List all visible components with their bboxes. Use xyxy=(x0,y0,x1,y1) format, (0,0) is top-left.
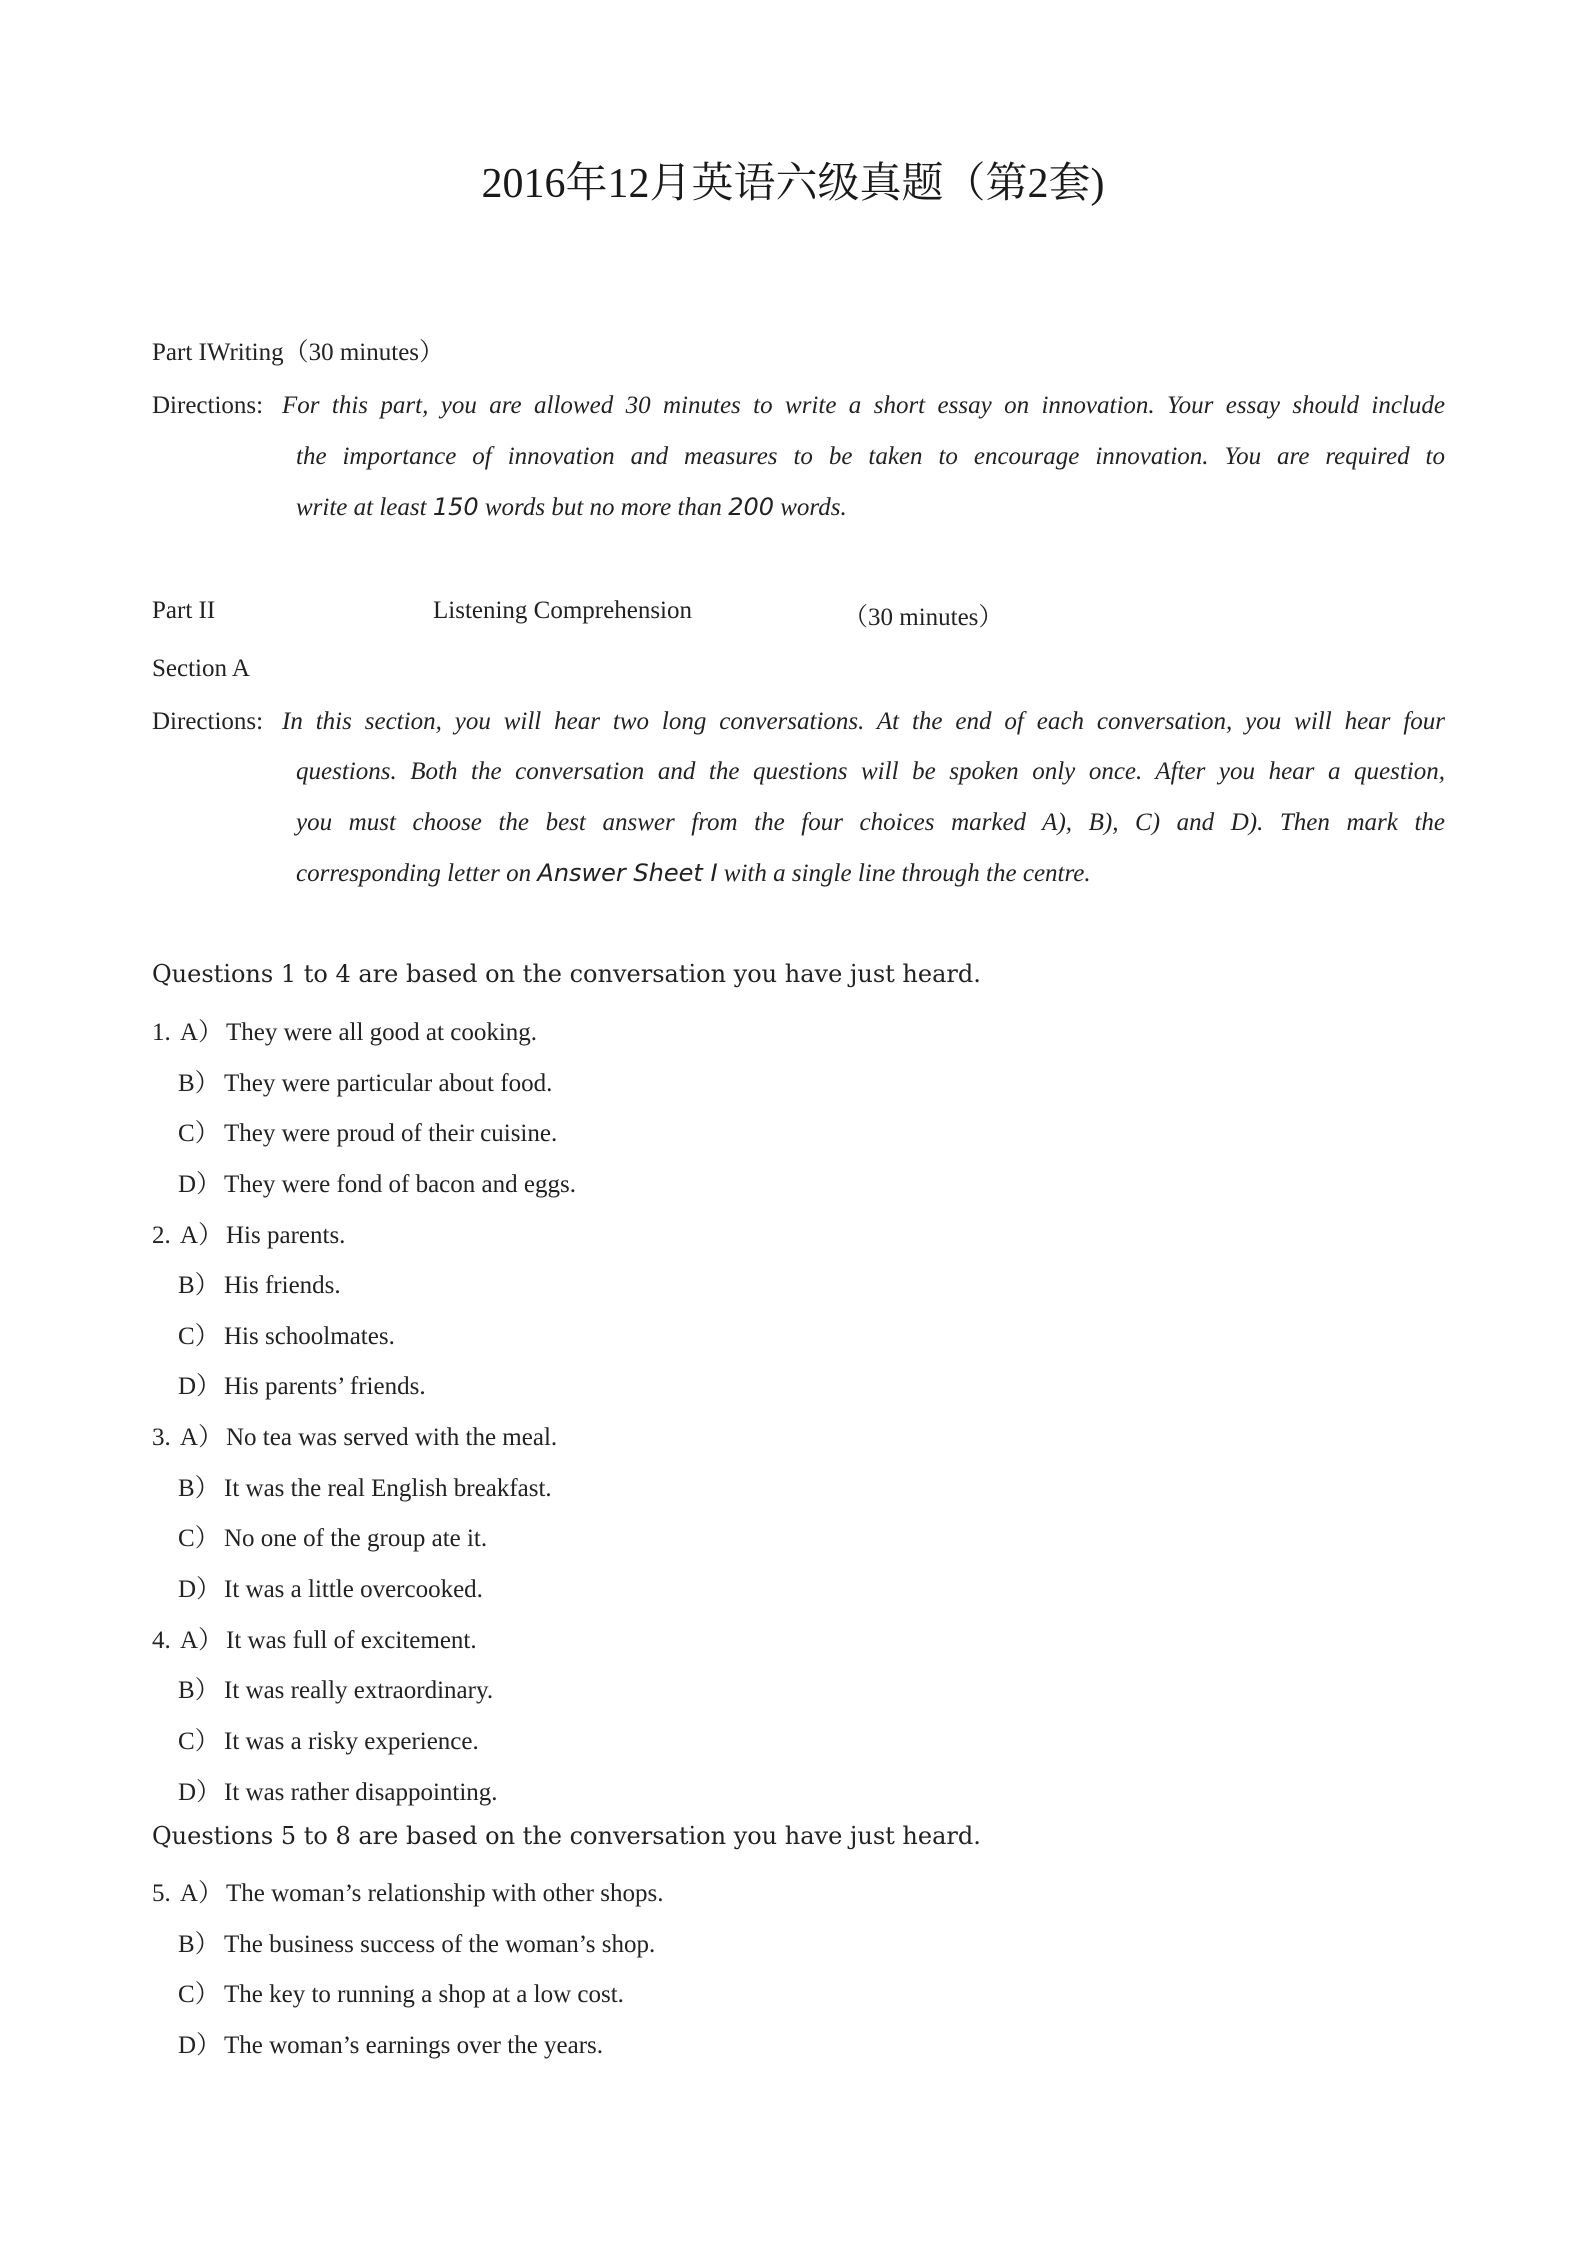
directions-text: write at least xyxy=(296,494,433,521)
section-a-heading: Section A xyxy=(152,655,250,682)
list-item xyxy=(178,1316,395,1352)
option-text: The business success of the woman’s shop. xyxy=(224,1931,656,1958)
part1-heading: Part IWriting（30 minutes） xyxy=(152,339,445,366)
part2-directions-line2: questions. Both the conversation and the questions will be spoken only once. After you hear a question, xyxy=(296,758,1445,785)
option-text: It was the real English breakfast. xyxy=(224,1475,552,1502)
list-item xyxy=(152,1620,477,1656)
option-text: It was a little overcooked. xyxy=(224,1576,483,1603)
directions-text: words but no more than xyxy=(478,494,729,521)
word-max: 200 xyxy=(728,493,774,521)
option-letter: D） xyxy=(178,1779,222,1806)
option-letter: A） xyxy=(180,1424,224,1451)
part2-directions-line4 xyxy=(296,859,1091,888)
option-text: They were fond of bacon and eggs. xyxy=(224,1171,576,1198)
page-title: 2016年12月英语六级真题（第2套) xyxy=(481,161,1105,207)
option-letter: B） xyxy=(178,1931,220,1958)
list-item xyxy=(152,1215,345,1251)
list-item xyxy=(178,1366,426,1402)
list-item xyxy=(178,1518,487,1554)
option-letter: A） xyxy=(180,1880,224,1907)
option-text: His parents. xyxy=(226,1222,346,1249)
list-item xyxy=(178,2025,603,2061)
option-letter: B） xyxy=(178,1070,220,1097)
part2-directions-line1: In this section, you will hear two long conversations. At the end of each conversation, you will hear four xyxy=(282,708,1445,735)
word-min: 150 xyxy=(432,493,479,521)
question-number: 1. xyxy=(152,1019,171,1046)
questions-1-4-heading: Questions 1 to 4 are based on the conversation you have just heard. xyxy=(152,960,981,988)
option-text: They were proud of their cuisine. xyxy=(224,1120,558,1147)
answer-sheet-ref: Answer Sheet I xyxy=(537,859,718,887)
option-text: His schoolmates. xyxy=(224,1323,395,1350)
directions-text: words. xyxy=(774,494,847,521)
option-text: It was full of excitement. xyxy=(226,1627,477,1654)
option-letter: D） xyxy=(178,1373,222,1400)
option-letter: A） xyxy=(180,1627,224,1654)
option-letter: D） xyxy=(178,2032,222,2059)
list-item xyxy=(152,1873,663,1909)
question-number: 2. xyxy=(152,1222,171,1249)
option-text: It was rather disappointing. xyxy=(224,1779,498,1806)
question-number: 4. xyxy=(152,1627,171,1654)
option-letter: C） xyxy=(178,1728,220,1755)
option-letter: C） xyxy=(178,1981,220,2008)
option-text: His friends. xyxy=(224,1272,341,1299)
list-item xyxy=(178,1569,483,1605)
option-text: The woman’s earnings over the years. xyxy=(224,2032,604,2059)
directions-text: corresponding letter on xyxy=(296,860,538,887)
option-text: It was a risky experience. xyxy=(224,1728,479,1755)
list-item xyxy=(178,1265,341,1301)
list-item xyxy=(178,1974,624,2010)
option-text: No one of the group ate it. xyxy=(224,1525,488,1552)
option-text: They were all good at cooking. xyxy=(226,1019,538,1046)
list-item xyxy=(178,1721,479,1757)
part1-directions-line2: the importance of innovation and measures to be taken to encourage innovation. You are required to xyxy=(296,443,1445,470)
option-letter: B） xyxy=(178,1272,220,1299)
part2-name: Listening Comprehension xyxy=(433,597,692,624)
option-letter: C） xyxy=(178,1120,220,1147)
part1-directions-line1: For this part, you are allowed 30 minutes to write a short essay on innovation. Your essay should include xyxy=(282,392,1445,419)
question-number: 5. xyxy=(152,1880,171,1907)
option-text: The woman’s relationship with other shops. xyxy=(226,1880,664,1907)
option-letter: C） xyxy=(178,1323,220,1350)
list-item xyxy=(178,1772,498,1808)
list-item xyxy=(178,1924,655,1960)
option-letter: D） xyxy=(178,1576,222,1603)
directions-text: with a single line through the centre. xyxy=(717,860,1091,887)
part1-directions-line3 xyxy=(296,493,847,522)
part2-directions-label: Directions: xyxy=(152,708,264,735)
list-item xyxy=(152,1012,537,1048)
part1-directions-label: Directions: xyxy=(152,392,264,419)
part2-label: Part II xyxy=(152,597,216,624)
option-text: They were particular about food. xyxy=(224,1070,553,1097)
list-item xyxy=(152,1417,557,1453)
list-item xyxy=(178,1670,493,1706)
part2-directions-line3: you must choose the best answer from the four choices marked A), B), C) and D). Then mark the xyxy=(296,809,1445,836)
question-number: 3. xyxy=(152,1424,171,1451)
list-item xyxy=(178,1113,557,1149)
option-letter: D） xyxy=(178,1171,222,1198)
list-item xyxy=(178,1063,552,1099)
part2-time: （30 minutes） xyxy=(843,604,1004,631)
option-letter: B） xyxy=(178,1475,220,1502)
option-text: The key to running a shop at a low cost. xyxy=(224,1981,624,2008)
list-item xyxy=(178,1164,576,1200)
option-text: No tea was served with the meal. xyxy=(226,1424,558,1451)
option-letter: A） xyxy=(180,1019,224,1046)
option-letter: C） xyxy=(178,1525,220,1552)
option-text: It was really extraordinary. xyxy=(224,1677,494,1704)
option-letter: B） xyxy=(178,1677,220,1704)
questions-5-8-heading: Questions 5 to 8 are based on the conversation you have just heard. xyxy=(152,1822,981,1850)
option-letter: A） xyxy=(180,1222,224,1249)
option-text: His parents’ friends. xyxy=(224,1373,426,1400)
list-item xyxy=(178,1468,552,1504)
